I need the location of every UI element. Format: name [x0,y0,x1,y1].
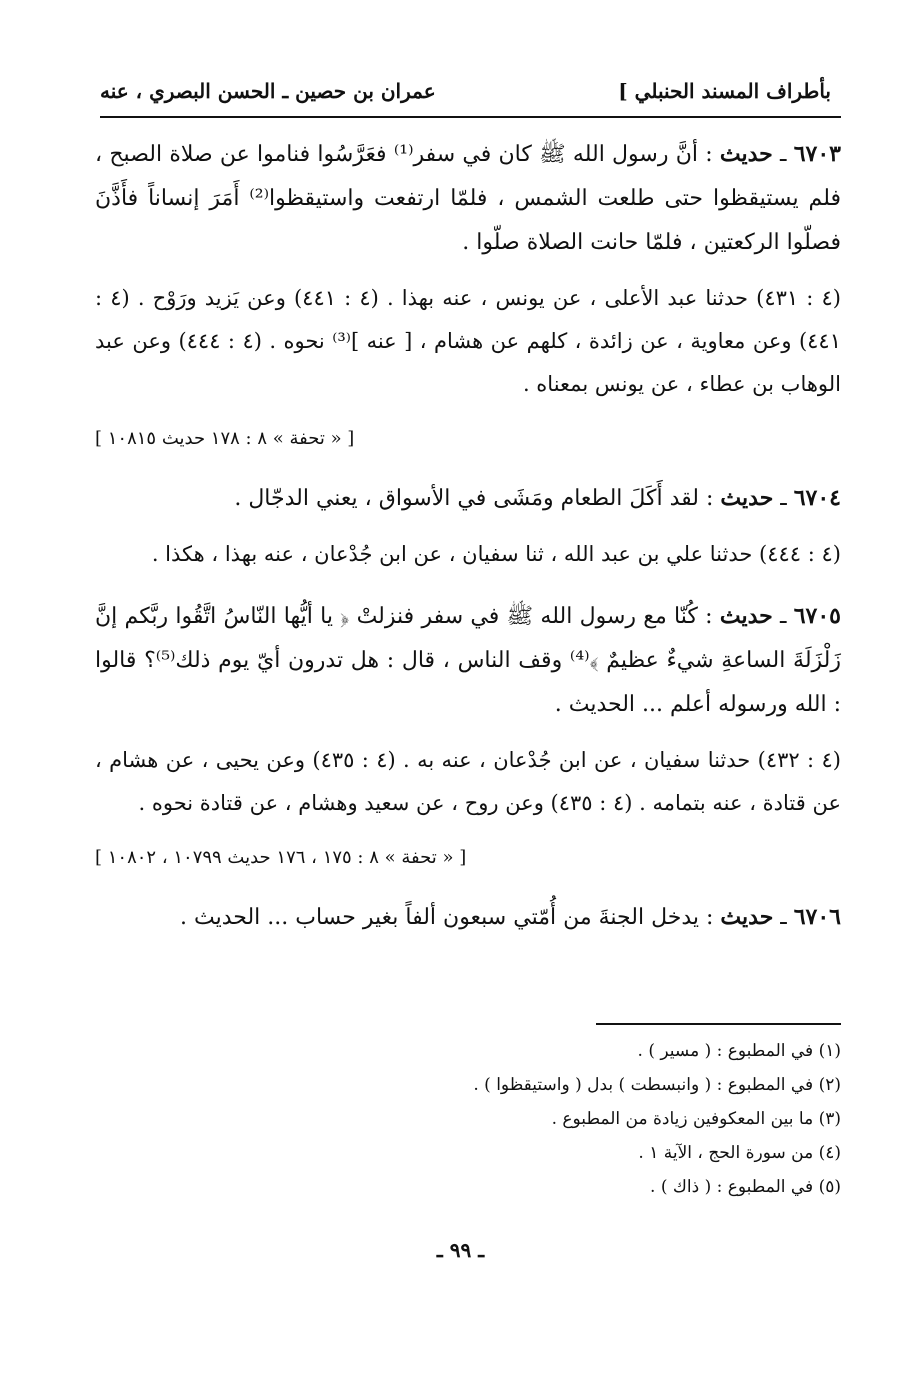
tuhfa-reference-6705: [ « تحفة » ٨ : ١٧٥ ، ١٧٦ حديث ١٠٧٩٩ ، ١٠٨٠٢ ] [95,847,467,868]
footnote-rule [596,1023,841,1025]
footnote-4: (٤) من سورة الحج ، الآية ١ . [638,1143,841,1163]
isnad-6704: (٤ : ٤٤٤) حدثنا علي بن عبد الله ، ثنا سفيان ، عن ابن جُدْعان ، عنه بهذا ، هكذا . [151,542,841,566]
page-number: ـ ٩٩ ـ [436,1238,485,1262]
footnote-5: (٥) في المطبوع : ( ذاك ) . [650,1177,841,1197]
running-header [100,74,831,108]
hadith-6704: ٦٧٠٤ ـ حديث : لقد أَكَلَ الطعام ومَشَى في الأسواق ، يعني الدجّال . [234,485,841,511]
footnote-1: (١) في المطبوع : ( مسير ) . [637,1041,841,1061]
footnote-3: (٣) ما بين المعكوفين زيادة من المطبوع . [551,1109,841,1129]
hadith-6703: ٦٧٠٣ ـ حديث : أنَّ رسول الله ﷺ كان في سفر⁽¹⁾ فعَرَّسُوا فناموا عن صلاة الصبح ، فلم يستيقظوا حتى طلعت الشمس ، فلمّا ارتفعت واستيقظوا⁽²⁾ أَمَرَ إنساناً فأَذَّنَ فصلّوا الركعتين ، فلمّا حانت الصلاة صلّوا . [95,141,842,255]
header-rule [100,116,841,118]
hadith-number: ٦٧٠٤ [793,485,841,511]
footnotes [95,1034,841,1204]
hadith-label: حديث [719,141,773,167]
isnad-6703: (٤ : ٤٣١) حدثنا عبد الأعلى ، عن يونس ، عنه بهذا . (٤ : ٤٤١) وعن يَزيد ورَوْح . (٤ : ٤٤١) وعن معاوية ، عن زائدة ، كلهم عن هشام ، [ عنه ]⁽³⁾ نحوه . (٤ : ٤٤٤) وعن عبد الوهاب بن عطاء ، عن يونس بمعناه . [95,286,841,396]
hadith-label: حديث [719,603,773,629]
hadith-text: : يدخل الجنةَ من أُمّتي سبعون ألفاً بغير حساب ... الحديث . [180,905,714,930]
hadith-label: حديث [720,485,774,511]
hadith-text: : كُنّا مع رسول الله ﷺ في سفر فنزلتْ ﴿ يا أيُّها النّاسُ اتَّقُوا ربَّكم إنَّ زَلْزَلَةَ الساعةِ شيءٌ عظيمٌ ﴾⁽⁴⁾ وقف الناس ، قال : هل تدرون أيّ يوم ذلك⁽⁵⁾؟ قالوا : الله ورسوله أعلم ... الحديث . [95,604,841,717]
hadith-text: : أنَّ رسول الله ﷺ كان في سفر⁽¹⁾ فعَرَّسُوا فناموا عن صلاة الصبح ، فلم يستيقظوا حتى طلعت الشمس ، فلمّا ارتفعت واستيقظوا⁽²⁾ أَمَرَ إنساناً فأَذَّنَ فصلّوا الركعتين ، فلمّا حانت الصلاة صلّوا . [95,142,842,255]
header-section-title: عمران بن حصين ـ الحسن البصري ، عنه [100,79,436,103]
hadith-number: ٦٧٠٦ [793,904,841,930]
hadith-number: ٦٧٠٣ [793,141,841,167]
hadith-6705: ٦٧٠٥ ـ حديث : كُنّا مع رسول الله ﷺ في سفر فنزلتْ ﴿ يا أيُّها النّاسُ اتَّقُوا ربَّكم إنَّ زَلْزَلَةَ الساعةِ شيءٌ عظيمٌ ﴾⁽⁴⁾ وقف الناس ، قال : هل تدرون أيّ يوم ذلك⁽⁵⁾؟ قالوا : الله ورسوله أعلم ... الحديث . [95,603,841,717]
hadith-number: ٦٧٠٥ [793,603,841,629]
hadith-6706: ٦٧٠٦ ـ حديث : يدخل الجنةَ من أُمّتي سبعون ألفاً بغير حساب ... الحديث . [180,904,841,930]
main-text [95,132,841,952]
footnote-2: (٢) في المطبوع : ( وانبسطت ) بدل ( واستيقظوا ) . [473,1075,841,1095]
header-book-title: بأطراف المسند الحنبلي ] [618,79,831,103]
tuhfa-reference-6703: [ « تحفة » ٨ : ١٧٨ حديث ١٠٨١٥ ] [95,428,355,449]
isnad-6705: (٤ : ٤٣٢) حدثنا سفيان ، عن ابن جُدْعان ، عنه به . (٤ : ٤٣٥) وعن يحيى ، عن هشام ، عن قتادة ، عنه بتمامه . (٤ : ٤٣٥) وعن روح ، عن سعيد وهشام ، عن قتادة نحوه . [95,748,841,815]
hadith-text: : لقد أَكَلَ الطعام ومَشَى في الأسواق ، يعني الدجّال . [234,486,714,511]
hadith-label: حديث [720,904,774,930]
